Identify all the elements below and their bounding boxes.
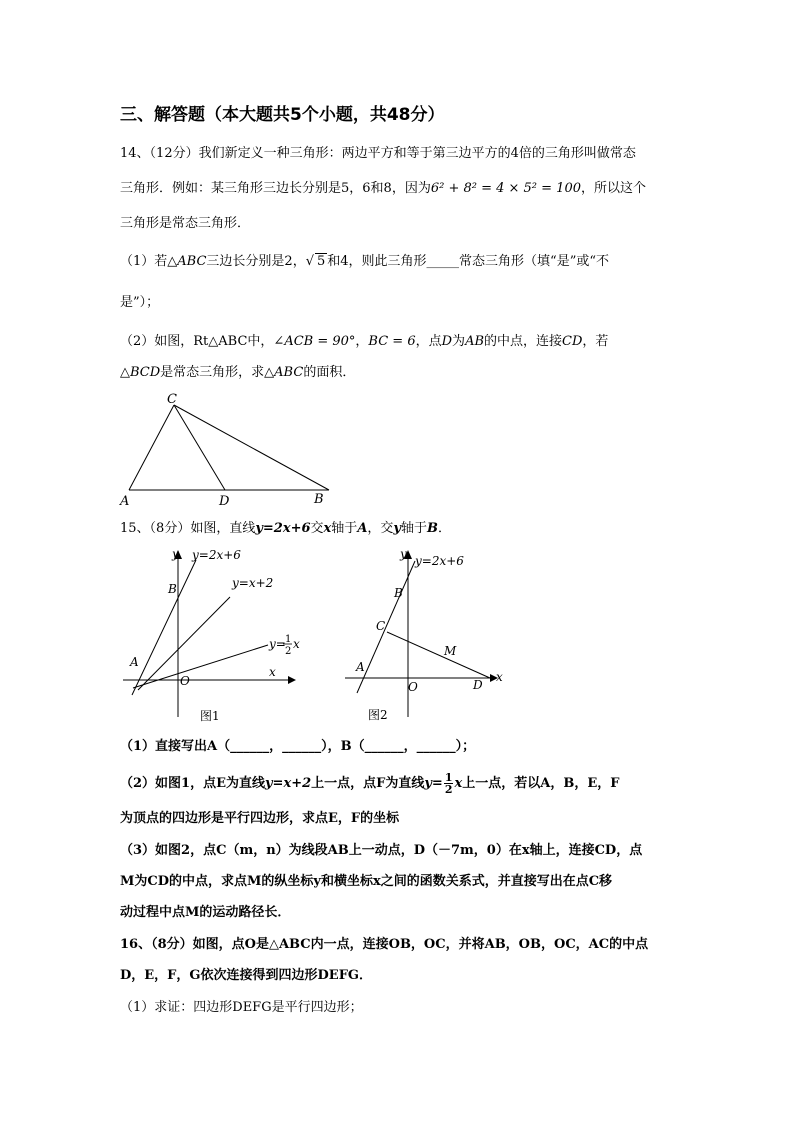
fig2-label-eq1: y=2x+6 [415,554,464,568]
q15-part1: （1）直接写出A（______，______），B（______，______）； [120,739,476,754]
q15-line1-b: 交 [310,521,324,536]
q15-line1 [120,520,451,538]
q14-part2-bc: BC = 6 [368,334,416,349]
q15-line1-A: A [357,521,368,536]
q15-part2-line2: 为顶点的四边形是平行四边形，求点E，F的坐标 [120,811,400,826]
q14-part2-line2-c: 的面积． [303,365,356,380]
q15-part2-fraction-num: 1 [444,771,453,784]
q14-part1-line1 [120,253,609,271]
fig1-label-eq2: y=x+2 [232,576,274,590]
q15-line1-y: y [393,521,401,536]
q16-line2: D，E，F，G依次连接得到四边形DEFG． [120,968,373,983]
q14-part1-line2: 是”）； [120,295,160,310]
q14-part2-text-b: ， [355,334,369,349]
segment-cd [174,405,225,490]
sqrt-symbol: √ [305,254,314,269]
fig2-label-c: C [376,619,386,633]
q14-part1-text-c: 三边长分别是2， [206,254,306,269]
q14-line2 [120,180,646,198]
q14-part2-abc: ABC [274,365,304,380]
q14-part2-line2 [120,364,355,382]
q14-part1-text-a: （1）若△ [120,254,178,269]
label-a: A [120,494,130,509]
q15-line1-x: x [323,521,332,536]
fig2-label-a: A [356,660,365,674]
label-c: C [167,392,177,407]
q14-line3: 三角形是常态三角形． [120,216,251,231]
q15-line1-d: ，交 [367,521,394,536]
q14-line2-text-a: 三角形．例如：某三角形三边长分别是5，6和8，因为 [120,181,431,196]
q14-part2-cd: CD [562,334,583,349]
fig1-label-eq3-num: 1 [285,634,292,645]
q14-part2-text-g: ，若 [582,334,609,349]
q14-part2-ab: AB [465,334,485,349]
q15-part2-eq2-pre: y= [424,776,443,791]
fig1-label-a: A [130,655,139,669]
q14-part2-line2-b: 是常态三角形，求△ [160,365,275,380]
q14-part2-line2-a: △ [120,365,130,380]
q15-part2-text-b: 上一点，点F为直线 [311,776,425,791]
q15-line1-f: ． [438,521,452,536]
q15-line1-eq: y=2x+6 [255,521,311,536]
q14-line2-text-b: ，所以这个 [581,181,647,196]
fig2-caption: 图2 [368,708,388,722]
fig2-label-b: B [394,586,403,600]
q16-part1: （1）求证：四边形DEFG是平行四边形； [120,1000,363,1015]
q14-part2-bcd: BCD [130,365,161,380]
q15-part3-line3: 动过程中点M的运动路径长． [120,905,291,920]
fig2-label-x: x [496,670,503,684]
q15-part2-line1 [120,772,619,795]
q14-triangle-figure [115,390,335,510]
q15-part2-eq2-post: x [454,776,463,791]
q15-figure1 [118,545,308,725]
fig1-label-o: O [180,674,190,688]
fig2-label-d: D [473,678,483,692]
fig1-label-eq3-pre: y= [269,637,286,651]
q14-part1-abc: ABC [177,254,207,269]
segment-ac [129,405,174,490]
label-b: B [314,492,324,507]
q14-part2-angle: ∠ACB = 90° [273,334,356,349]
line-y-half-x [133,645,268,688]
q14-part1-sqrt: 5 [317,254,326,269]
fig2-label-y: y [400,547,407,561]
fig1-label-x: x [269,665,276,679]
q14-equation: 6² + 8² = 4 × 5² = 100 [430,181,581,196]
q15-line1-B: B [427,521,438,536]
q14-part2-text-f: 的中点，连接 [484,334,563,349]
q14-part1-text-d: 和4，则此三角形_____常态三角形（填“是”或“不 [327,254,609,269]
x-axis-arrow-icon [288,676,296,684]
q14-part2-text-a: （2）如图，Rt△ABC中， [120,334,274,349]
fig1-label-b: B [168,582,177,596]
label-d: D [219,494,230,509]
fig1-label-eq1: y=2x+6 [192,548,241,562]
q15-part2-text-a: （2）如图1，点E为直线 [120,776,265,791]
q15-figure2 [340,545,515,725]
fig1-label-y: y [172,547,179,561]
q15-line1-a: 15、（8分）如图，直线 [120,521,256,536]
line-y-2x-6 [357,561,415,693]
fig1-label-eq3-den: 2 [285,646,292,657]
q15-part2-fraction-den: 2 [444,783,453,796]
q14-part2-line1 [120,333,608,351]
fig2-label-m: M [444,644,457,658]
q14-part2-text-c: ，点 [415,334,442,349]
q14-part2-d: D [441,334,453,349]
q15-part3-line1: （3）如图2，点C（m，n）为线段AB上一动点，D（－7m，0）在x轴上，连接CD，点 [120,843,643,858]
q14-line1: 14、（12分）我们新定义一种三角形：两边平方和等于第三边平方的4倍的三角形叫做常态 [120,146,636,161]
section-title: 三、解答题（本大题共5个小题，共48分） [120,105,445,125]
fig1-label-eq3-post: x [293,637,300,651]
q16-line1: 16、（8分）如图，点O是△ABC内一点，连接OB，OC，并将AB，OB，OC，AC的中点 [120,937,649,952]
segment-cd [387,632,490,678]
fig2-label-o: O [408,680,418,694]
q15-part2-fraction [444,772,454,795]
q15-line1-c: 轴于 [331,521,358,536]
q15-part2-text-c: 上一点，若以A，B，E，F [462,776,620,791]
q14-part2-text-e: 为 [452,334,466,349]
q15-line1-e: 轴于 [400,521,427,536]
q15-part2-eq1: y=x+2 [265,776,312,791]
fig1-caption: 图1 [200,709,220,723]
segment-cb [174,405,329,490]
q15-part3-line2: M为CD的中点，求点M的纵坐标y和横坐标x之间的函数关系式，并直接写出在点C移 [120,874,613,889]
